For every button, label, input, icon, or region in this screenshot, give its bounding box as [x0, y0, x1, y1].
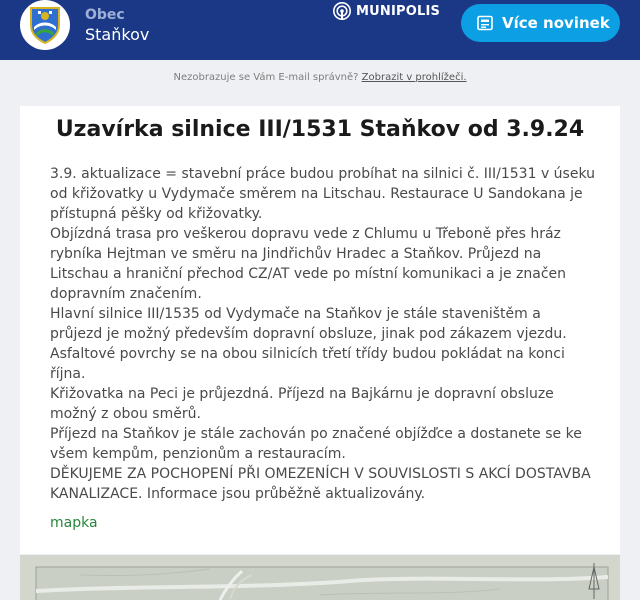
broadcast-icon: [332, 1, 352, 21]
article-paragraph: Příjezd na Staňkov je stále zachován po značené objížďce a dostanete se ke všem kempům, penzionům a restauracím.: [50, 426, 582, 462]
article-body: [50, 164, 595, 504]
map-preview-graphic: [20, 555, 620, 600]
article-paragraph: Hlavní silnice III/1535 od Vydymače na Staňkov je stále staveništěm a průjezd je možný především dopravní obsluze, jinak pod zákazem vjezdu.: [50, 306, 567, 342]
more-news-button[interactable]: [461, 4, 620, 42]
municipality-label: Obec: [85, 7, 125, 23]
notice-text: Nezobrazuje se Vám E-mail správně?: [173, 72, 359, 83]
brand-name: MUNIPOLIS: [356, 3, 441, 19]
article-paragraph: DĚKUJEME ZA POCHOPENÍ PŘI OMEZENÍCH V SOUVISLOSTI S AKCÍ DOSTAVBA KANALIZACE. Informace jsou průběžně aktualizovány.: [50, 466, 591, 502]
article-card: [20, 106, 620, 554]
article-title: Uzavírka silnice III/1531 Staňkov od 3.9.24: [55, 117, 585, 142]
map-image[interactable]: [20, 555, 620, 600]
munipolis-brand[interactable]: [332, 1, 440, 21]
article-paragraph: Objízdná trasa pro veškerou dopravu vede z Chlumu u Třeboně přes hráz rybníka Hejtman ve směru na Jindřichův Hradec a Staňkov. Průjezd na Litschau a hraniční přechod CZ/AT vede po místní komunikaci a je značen dopravním značením.: [50, 226, 567, 302]
article-paragraph: Křižovatka na Peci je průjezdná. Příjezd na Bajkárnu je dopravní obsluze možný z obou směrů.: [50, 386, 554, 422]
article-paragraph: Asfaltové povrchy se na obou silnicích třetí třídy budou pokládat na konci října.: [50, 346, 565, 382]
view-in-browser-link[interactable]: Zobrazit v prohlížeči.: [361, 72, 467, 83]
town-name: Staňkov: [85, 25, 150, 44]
header: [0, 0, 640, 60]
coat-of-arms-icon: [29, 6, 61, 44]
more-news-label: Více novinek: [502, 14, 610, 32]
town-crest-logo[interactable]: [20, 0, 70, 50]
display-notice: [0, 72, 640, 83]
newspaper-icon: [477, 15, 493, 31]
article-paragraph: 3.9. aktualizace = stavební práce budou probíhat na silnici č. III/1531 v úseku od křižovatky u Vydymače směrem na Litschau. Restaurace U Sandokana je přístupná pěšky od křižovatky.: [50, 166, 596, 222]
map-link[interactable]: mapka: [50, 515, 98, 531]
